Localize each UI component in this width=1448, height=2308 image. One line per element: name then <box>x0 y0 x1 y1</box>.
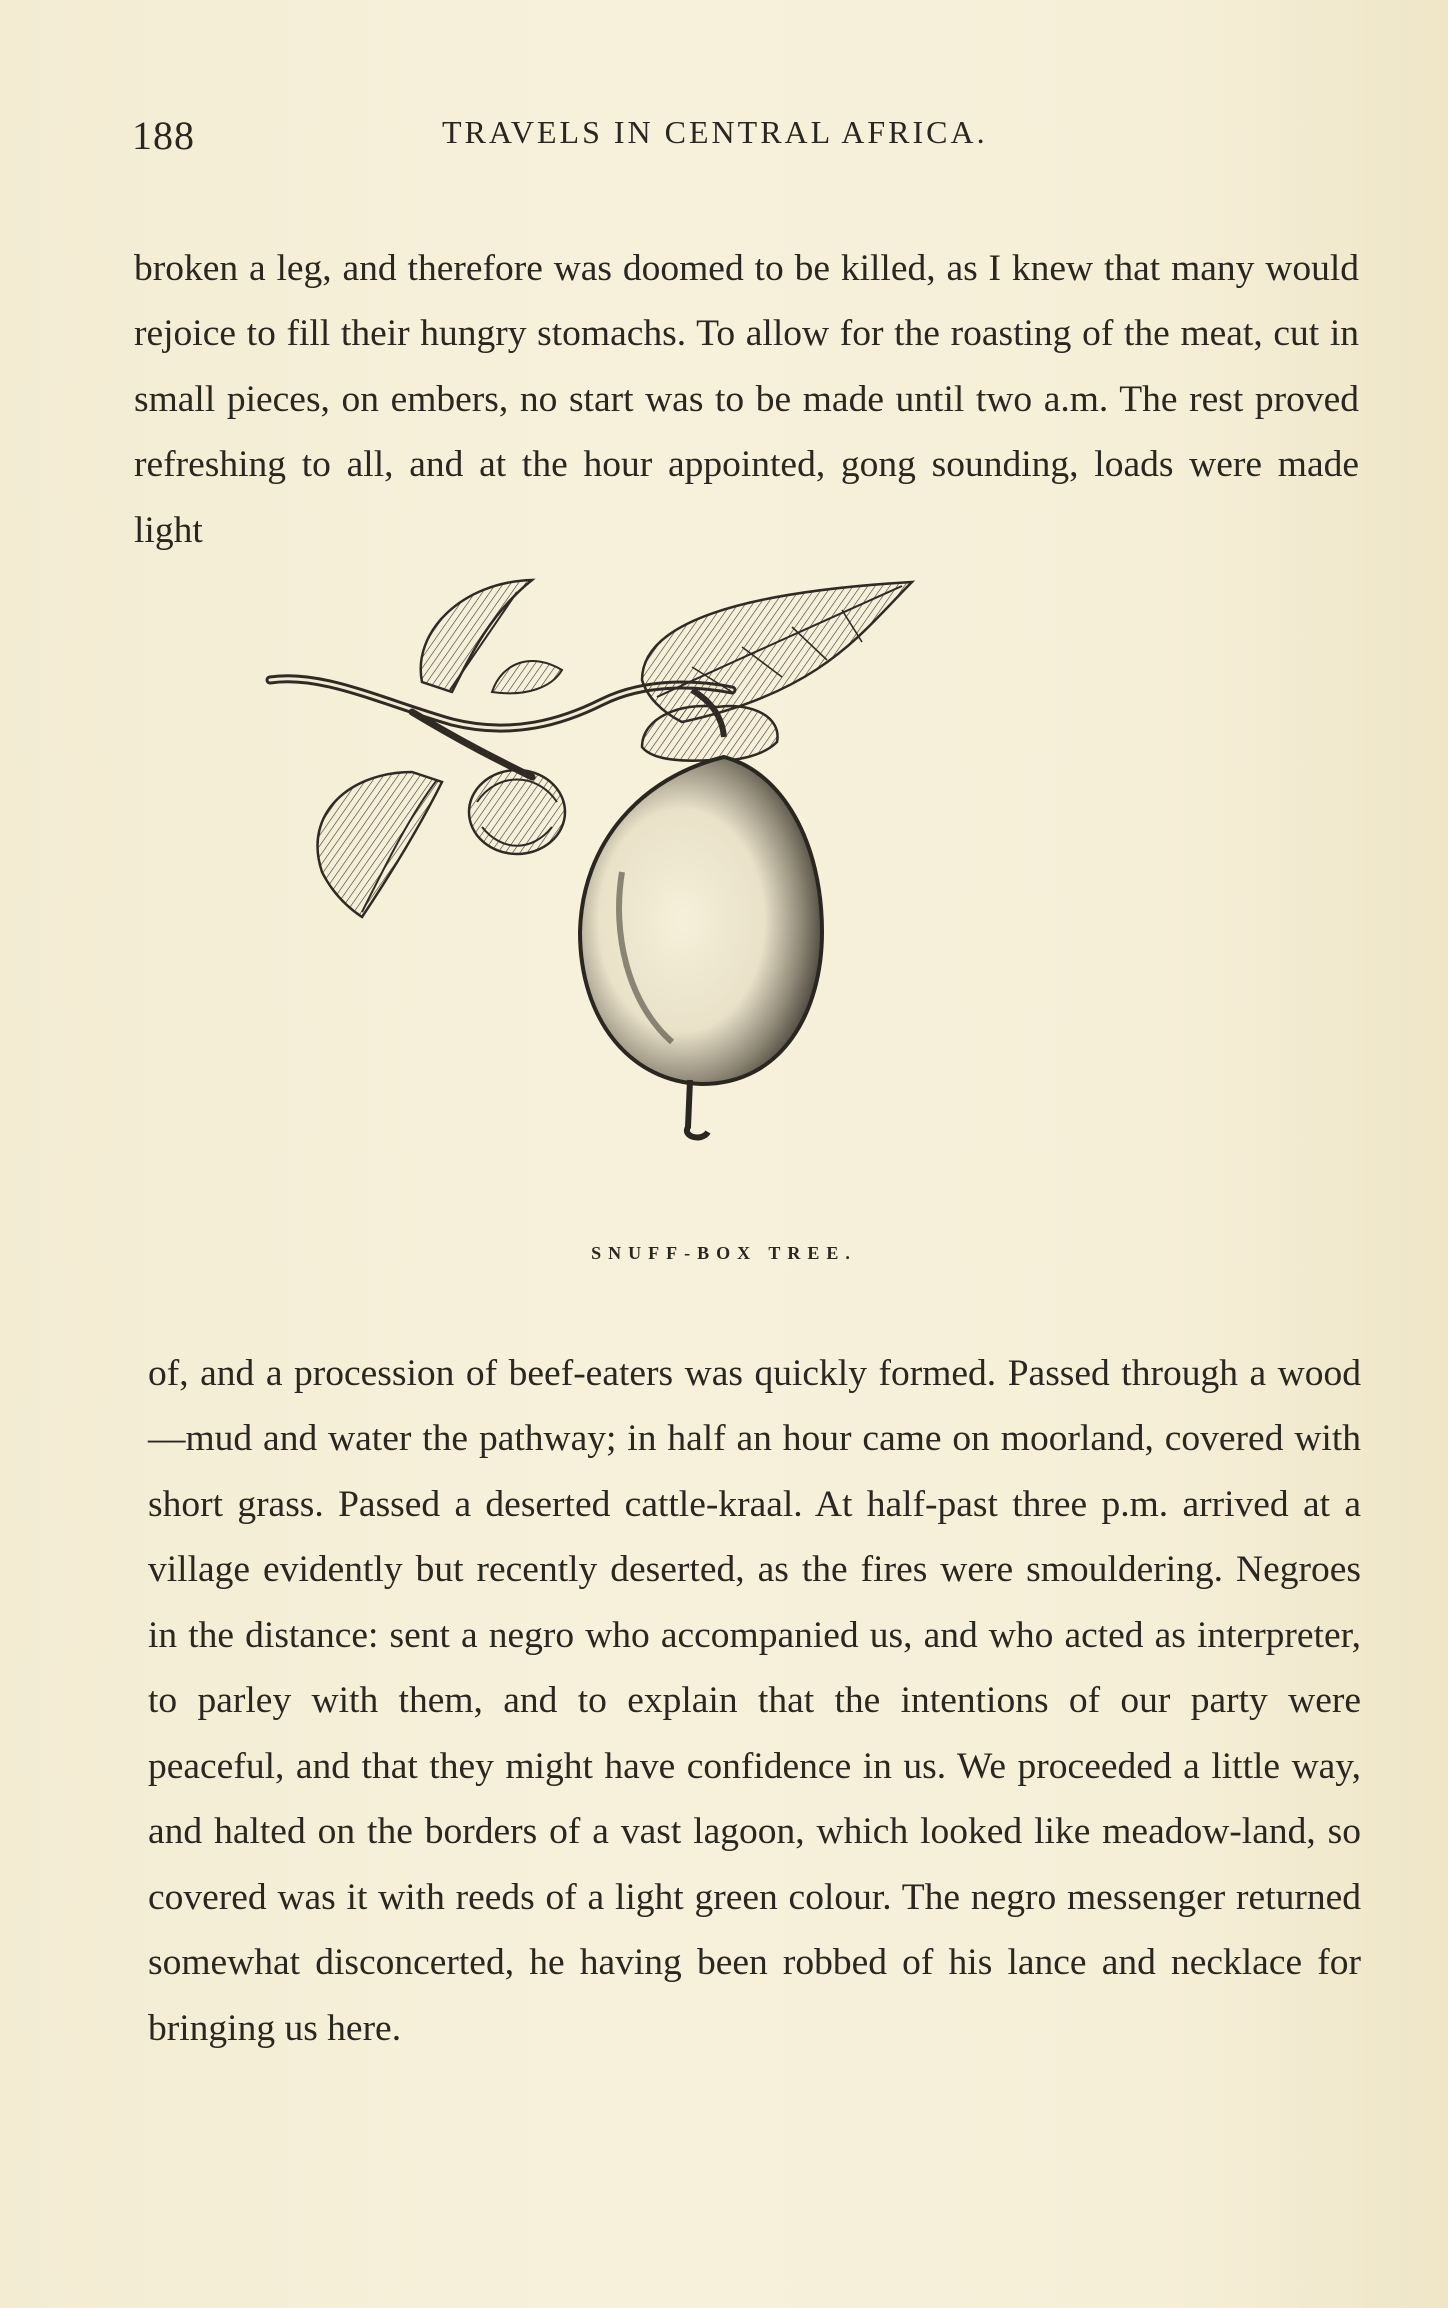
running-title: TRAVELS IN CENTRAL AFRICA. <box>442 114 988 150</box>
running-head <box>132 112 1362 162</box>
paragraph-top: broken a leg, and therefore was doomed to be killed, as I knew that many would rejoice to fill their hungry stomachs. To allow for the roasting of the meat, cut in small pieces, on embers, no start was to be made until two a.m. The rest proved refreshing to all, and at the hour appointed, gong sounding, loads were made light <box>134 247 1359 551</box>
branch-fruit-engraving-icon <box>262 572 1242 1232</box>
snuff-box-tree-illustration <box>262 572 1242 1232</box>
page-number: 188 <box>132 113 195 158</box>
paragraph-bottom: of, and a procession of beef-eaters was quickly formed. Passed through a wood—mud and water the pathway; in half an hour came on moorland, covered with short grass. Passed a deserted cattle-kraal. At half-past three p.m. arrived at a village evidently but recently deserted, as the fires were smouldering. Negroes in the distance: sent a negro who accompanied us, and who acted as interpreter, to parley with them, and to explain that the intentions of our party were peaceful, and that they might have confidence in us. We proceeded a little way, and halted on the borders of a vast lagoon, which looked like meadow-land, so covered was it with reeds of a light green colour. The negro messenger returned somewhat disconcerted, he having been robbed of his lance and necklace for bringing us here. <box>148 1352 1361 2049</box>
figure-caption: SNUFF-BOX TREE. <box>591 1243 857 1263</box>
